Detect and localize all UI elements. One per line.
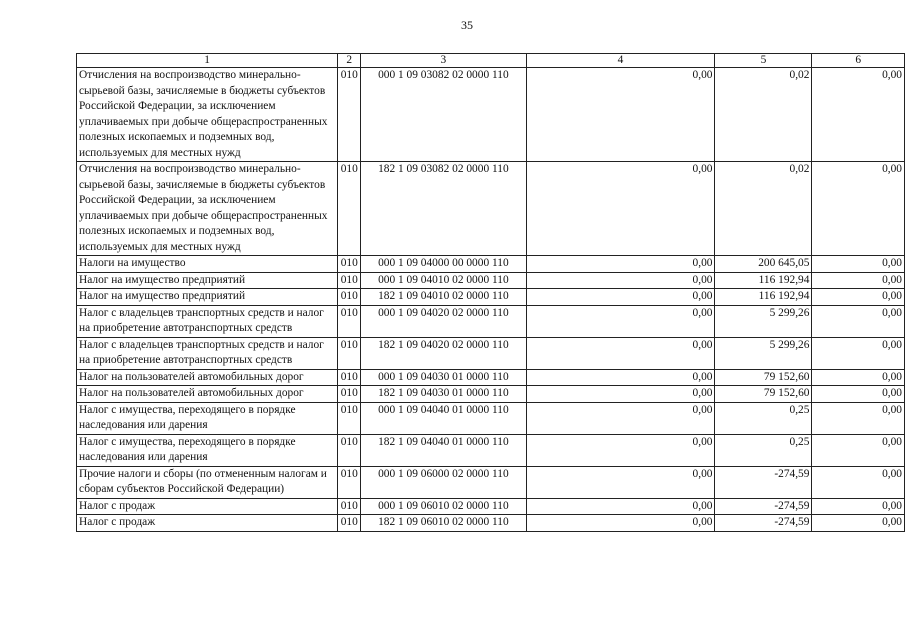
budget-code-cell: 000 1 09 03082 02 0000 110 xyxy=(361,68,526,162)
value-col5-cell: 5 299,26 xyxy=(715,305,812,337)
budget-code-cell: 182 1 09 04020 02 0000 110 xyxy=(361,337,526,369)
page-number: 35 xyxy=(461,18,473,32)
line-code-cell: 010 xyxy=(338,515,361,532)
value-col5-cell: 116 192,94 xyxy=(715,272,812,289)
value-col6-cell: 0,00 xyxy=(812,305,905,337)
value-col4-cell: 0,00 xyxy=(526,68,715,162)
line-code-cell: 010 xyxy=(338,434,361,466)
value-col4-cell: 0,00 xyxy=(526,289,715,306)
table-row xyxy=(77,289,905,306)
value-col6-cell: 0,00 xyxy=(812,434,905,466)
indicator-name-cell: Налог на пользователей автомобильных дорог xyxy=(77,386,338,403)
value-col5-cell: 79 152,60 xyxy=(715,369,812,386)
value-col5-cell: 116 192,94 xyxy=(715,289,812,306)
indicator-name-cell: Прочие налоги и сборы (по отмененным налогам и сборам субъектов Российской Федерации) xyxy=(77,466,338,498)
line-code-cell: 010 xyxy=(338,386,361,403)
line-code-cell: 010 xyxy=(338,337,361,369)
budget-code-cell: 000 1 09 04040 01 0000 110 xyxy=(361,402,526,434)
indicator-name-cell: Налог с продаж xyxy=(77,515,338,532)
value-col6-cell: 0,00 xyxy=(812,386,905,403)
value-col4-cell: 0,00 xyxy=(526,337,715,369)
value-col6-cell: 0,00 xyxy=(812,498,905,515)
table-row xyxy=(77,337,905,369)
budget-code-cell: 000 1 09 06000 02 0000 110 xyxy=(361,466,526,498)
table-row xyxy=(77,305,905,337)
table-row xyxy=(77,162,905,256)
value-col5-cell: 0,25 xyxy=(715,402,812,434)
value-col4-cell: 0,00 xyxy=(526,466,715,498)
indicator-name-cell: Налог с имущества, переходящего в порядке наследования или дарения xyxy=(77,434,338,466)
indicator-name-cell: Налог на имущество предприятий xyxy=(77,289,338,306)
table-body xyxy=(77,54,905,532)
header-cell-2: 2 xyxy=(338,54,361,68)
value-col6-cell: 0,00 xyxy=(812,256,905,273)
indicator-name-cell: Отчисления на воспроизводство минерально-сырьевой базы, зачисляемые в бюджеты субъектов Российской Федерации, за исключением уплачиваемых при добыче общераспространенных полезных ископаемых и подземных вод, используемых для местных нужд xyxy=(77,162,338,256)
value-col5-cell: 5 299,26 xyxy=(715,337,812,369)
budget-code-cell: 000 1 09 04020 02 0000 110 xyxy=(361,305,526,337)
value-col4-cell: 0,00 xyxy=(526,515,715,532)
line-code-cell: 010 xyxy=(338,272,361,289)
value-col6-cell: 0,00 xyxy=(812,272,905,289)
line-code-cell: 010 xyxy=(338,466,361,498)
table-row xyxy=(77,402,905,434)
indicator-name-cell: Налог на пользователей автомобильных дорог xyxy=(77,369,338,386)
table-row xyxy=(77,68,905,162)
budget-code-cell: 000 1 09 04010 02 0000 110 xyxy=(361,272,526,289)
revenue-table xyxy=(76,53,905,532)
table-row xyxy=(77,434,905,466)
value-col6-cell: 0,00 xyxy=(812,162,905,256)
value-col4-cell: 0,00 xyxy=(526,272,715,289)
value-col5-cell: 79 152,60 xyxy=(715,386,812,403)
value-col4-cell: 0,00 xyxy=(526,498,715,515)
table-row xyxy=(77,272,905,289)
indicator-name-cell: Отчисления на воспроизводство минерально-сырьевой базы, зачисляемые в бюджеты субъектов Российской Федерации, за исключением уплачиваемых при добыче общераспространенных полезных ископаемых и подземных вод, используемых для местных нужд xyxy=(77,68,338,162)
header-cell-6: 6 xyxy=(812,54,905,68)
value-col6-cell: 0,00 xyxy=(812,466,905,498)
value-col6-cell: 0,00 xyxy=(812,68,905,162)
value-col5-cell: -274,59 xyxy=(715,515,812,532)
value-col5-cell: 0,02 xyxy=(715,68,812,162)
table-row xyxy=(77,466,905,498)
indicator-name-cell: Налоги на имущество xyxy=(77,256,338,273)
value-col5-cell: 0,25 xyxy=(715,434,812,466)
budget-code-cell: 000 1 09 06010 02 0000 110 xyxy=(361,498,526,515)
value-col4-cell: 0,00 xyxy=(526,256,715,273)
line-code-cell: 010 xyxy=(338,289,361,306)
budget-code-cell: 182 1 09 06010 02 0000 110 xyxy=(361,515,526,532)
budget-code-cell: 000 1 09 04030 01 0000 110 xyxy=(361,369,526,386)
table-row xyxy=(77,369,905,386)
line-code-cell: 010 xyxy=(338,402,361,434)
indicator-name-cell: Налог с владельцев транспортных средств и налог на приобретение автотранспортных средств xyxy=(77,337,338,369)
value-col4-cell: 0,00 xyxy=(526,402,715,434)
value-col6-cell: 0,00 xyxy=(812,515,905,532)
value-col4-cell: 0,00 xyxy=(526,386,715,403)
value-col6-cell: 0,00 xyxy=(812,289,905,306)
indicator-name-cell: Налог с владельцев транспортных средств и налог на приобретение автотранспортных средств xyxy=(77,305,338,337)
value-col4-cell: 0,00 xyxy=(526,369,715,386)
indicator-name-cell: Налог на имущество предприятий xyxy=(77,272,338,289)
header-cell-3: 3 xyxy=(361,54,526,68)
budget-code-cell: 182 1 09 04030 01 0000 110 xyxy=(361,386,526,403)
budget-code-cell: 182 1 09 04040 01 0000 110 xyxy=(361,434,526,466)
indicator-name-cell: Налог с продаж xyxy=(77,498,338,515)
value-col6-cell: 0,00 xyxy=(812,369,905,386)
line-code-cell: 010 xyxy=(338,256,361,273)
budget-code-cell: 000 1 09 04000 00 0000 110 xyxy=(361,256,526,273)
budget-code-cell: 182 1 09 04010 02 0000 110 xyxy=(361,289,526,306)
value-col4-cell: 0,00 xyxy=(526,434,715,466)
header-cell-1: 1 xyxy=(77,54,338,68)
header-cell-5: 5 xyxy=(715,54,812,68)
line-code-cell: 010 xyxy=(338,305,361,337)
table-row xyxy=(77,386,905,403)
header-cell-4: 4 xyxy=(526,54,715,68)
value-col6-cell: 0,00 xyxy=(812,337,905,369)
indicator-name-cell: Налог с имущества, переходящего в порядке наследования или дарения xyxy=(77,402,338,434)
line-code-cell: 010 xyxy=(338,498,361,515)
table-row xyxy=(77,256,905,273)
line-code-cell: 010 xyxy=(338,162,361,256)
budget-code-cell: 182 1 09 03082 02 0000 110 xyxy=(361,162,526,256)
value-col5-cell: -274,59 xyxy=(715,498,812,515)
line-code-cell: 010 xyxy=(338,68,361,162)
value-col4-cell: 0,00 xyxy=(526,162,715,256)
table-row xyxy=(77,498,905,515)
value-col6-cell: 0,00 xyxy=(812,402,905,434)
line-code-cell: 010 xyxy=(338,369,361,386)
value-col5-cell: -274,59 xyxy=(715,466,812,498)
value-col5-cell: 0,02 xyxy=(715,162,812,256)
value-col5-cell: 200 645,05 xyxy=(715,256,812,273)
table-row xyxy=(77,515,905,532)
header-row xyxy=(77,54,905,68)
value-col4-cell: 0,00 xyxy=(526,305,715,337)
